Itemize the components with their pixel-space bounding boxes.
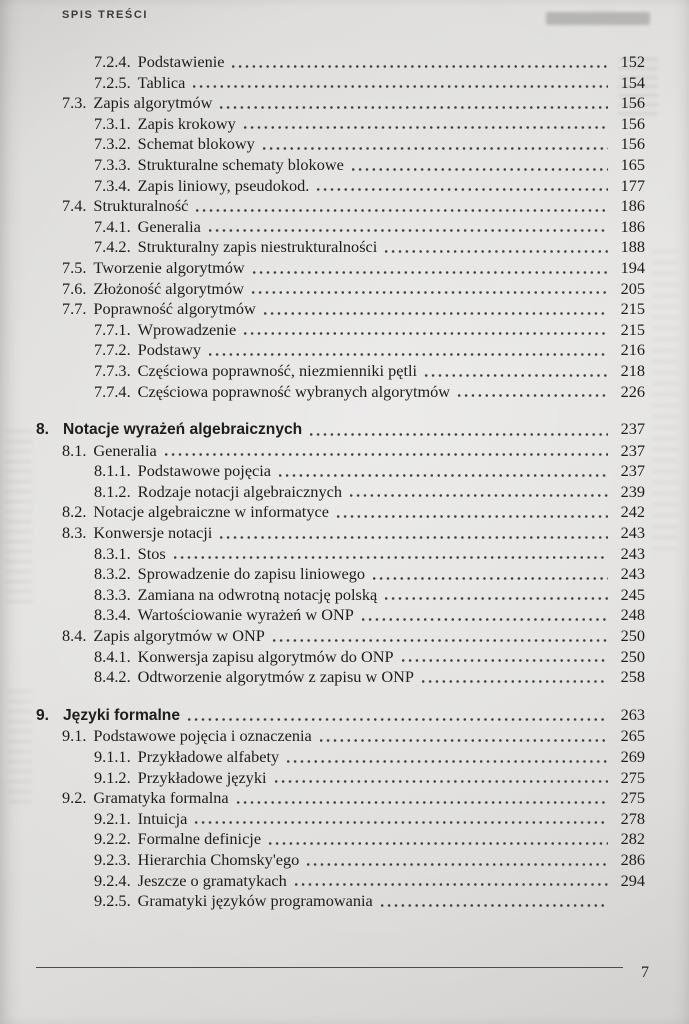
- toc-entry: [36, 176, 645, 197]
- toc-entry: [36, 320, 645, 341]
- dot-leader: [194, 819, 608, 826]
- entry-page: 186: [620, 216, 645, 236]
- entry-page: 215: [620, 299, 645, 319]
- entry-page: 156: [620, 113, 645, 133]
- entry-title: Strukturalny zapis niestrukturalności: [137, 237, 378, 257]
- entry-page: 243: [620, 523, 645, 543]
- entry-title: Konwersje notacji: [93, 523, 213, 543]
- toc-entry: [36, 340, 645, 361]
- entry-title: Zapis liniowy, pseudokod.: [137, 175, 310, 195]
- toc-entry: [36, 667, 645, 688]
- ink-bleedthrough-artifact: [6, 430, 32, 610]
- entry-title: Strukturalne schematy blokowe: [137, 154, 344, 174]
- entry-number: 8.2.: [62, 502, 87, 522]
- entry-title: Odtworzenie algorytmów z zapisu w ONP: [137, 667, 414, 687]
- toc-entry: [36, 891, 645, 912]
- entry-page: 165: [620, 154, 645, 174]
- toc-entry: [36, 419, 645, 441]
- toc-entry: [36, 114, 645, 135]
- entry-number: 9.2.4.: [94, 870, 131, 890]
- entry-title: Formalne definicje: [137, 829, 262, 849]
- dot-leader: [272, 637, 608, 644]
- dot-leader: [208, 227, 608, 234]
- ink-bleedthrough-artifact: [8, 690, 32, 810]
- entry-title: Podstawowe pojęcia: [137, 461, 272, 481]
- entry-title: Częściowa poprawność wybranych algorytmów: [137, 381, 451, 401]
- dot-leader: [243, 124, 608, 131]
- entry-number: 7.4.1.: [94, 216, 131, 236]
- entry-number: 7.5.: [62, 257, 87, 277]
- toc-entry: [36, 237, 645, 258]
- toc-entry: [36, 73, 645, 94]
- entry-number: 7.3.1.: [94, 113, 131, 133]
- toc-entry: [36, 441, 645, 462]
- toc-entry: [36, 829, 645, 850]
- toc-entry: [36, 155, 645, 176]
- toc-entry: [36, 502, 645, 523]
- entry-number: 8.3.1.: [94, 543, 131, 563]
- dot-leader: [262, 145, 608, 152]
- entry-title: Przykładowe alfabety: [137, 747, 280, 766]
- toc-entry: [36, 768, 645, 789]
- toc-entry: [36, 564, 645, 585]
- dot-leader: [252, 269, 608, 276]
- entry-number: 8.4.2.: [94, 667, 131, 687]
- toc-entry: [36, 585, 645, 606]
- dot-leader: [372, 575, 608, 582]
- entry-number: 9.2.: [62, 788, 87, 808]
- entry-number: 8.3.2.: [94, 564, 131, 584]
- footer-rule: [36, 967, 623, 968]
- entry-title: Strukturalność: [93, 196, 189, 216]
- entry-page: 226: [620, 381, 645, 401]
- entry-title: Tworzenie algorytmów: [93, 257, 245, 277]
- dot-leader: [384, 595, 608, 602]
- toc-entry: [36, 482, 645, 503]
- entry-page: 188: [620, 237, 645, 257]
- dot-leader: [192, 83, 608, 90]
- entry-page: 177: [620, 175, 645, 195]
- entry-title: Sprowadzenie do zapisu liniowego: [137, 564, 366, 584]
- entry-page: 237: [620, 419, 645, 439]
- toc-entry: [36, 52, 645, 73]
- toc-entry: [36, 361, 645, 382]
- toc-entry: [36, 605, 645, 626]
- entry-page: 243: [620, 564, 645, 584]
- dot-leader: [421, 678, 608, 685]
- toc-entry: [36, 544, 645, 565]
- entry-page: 282: [620, 829, 645, 849]
- dot-leader: [349, 492, 608, 499]
- dot-leader: [336, 513, 608, 520]
- entry-number: 7.3.3.: [94, 154, 131, 174]
- entry-number: 9.2.5.: [94, 891, 131, 911]
- entry-title: Konwersja zapisu algorytmów do ONP: [137, 646, 394, 666]
- entry-page: 286: [620, 849, 645, 869]
- entry-number: 8.1.1.: [94, 461, 131, 481]
- entry-page: 245: [620, 584, 645, 604]
- entry-page: 239: [620, 481, 645, 501]
- dot-leader: [173, 554, 608, 561]
- entry-page: 278: [620, 808, 645, 828]
- entry-title: Złożoność algorytmów: [93, 278, 244, 298]
- toc-entry: [36, 196, 645, 217]
- dot-leader: [219, 104, 608, 111]
- entry-number: 7.7.4.: [94, 381, 131, 401]
- entry-title: Przykładowe języki: [137, 767, 267, 787]
- entry-number: 7.4.: [62, 196, 87, 216]
- dot-leader: [208, 351, 608, 358]
- entry-page: 216: [620, 340, 645, 360]
- dot-leader: [231, 63, 608, 70]
- toc-entry: [36, 788, 645, 809]
- toc-entry: [36, 523, 645, 544]
- entry-page: 218: [620, 360, 645, 380]
- entry-number: 8.4.: [62, 626, 87, 646]
- entry-number: 9.: [36, 706, 50, 724]
- dot-leader: [187, 716, 608, 723]
- entry-number: 9.2.1.: [94, 808, 131, 828]
- dot-leader: [219, 534, 608, 541]
- dot-leader: [195, 207, 608, 214]
- dot-leader: [294, 881, 608, 888]
- entry-title: Podstawy: [137, 340, 201, 360]
- entry-number: 7.3.4.: [94, 175, 131, 195]
- dot-leader: [278, 472, 608, 479]
- dot-leader: [457, 392, 608, 399]
- entry-page: 156: [620, 134, 645, 154]
- entry-page: 294: [620, 870, 645, 890]
- dot-leader: [401, 657, 608, 664]
- toc-entry: [36, 705, 645, 727]
- entry-number: 9.1.2.: [94, 767, 131, 787]
- toc-entry: [36, 258, 645, 279]
- toc-entry: [36, 626, 645, 647]
- entry-title: Zamiana na odwrotną notację polską: [137, 584, 378, 604]
- toc-entry: [36, 647, 645, 668]
- entry-title: Zapis algorytmów w ONP: [93, 626, 265, 646]
- page-footer: [36, 958, 649, 981]
- entry-page: 265: [620, 726, 645, 746]
- dot-leader: [164, 451, 608, 458]
- entry-page: 275: [620, 767, 645, 787]
- entry-page: 258: [620, 667, 645, 687]
- toc-entry: [36, 726, 645, 747]
- entry-number: 7.3.: [62, 93, 87, 113]
- entry-page: 250: [620, 626, 645, 646]
- toc-entry: [36, 871, 645, 892]
- toc-entry: [36, 217, 645, 238]
- toc-entry: [36, 93, 645, 114]
- entry-title: Podstawowe pojęcia i oznaczenia: [93, 726, 312, 746]
- dot-leader: [309, 431, 608, 438]
- dot-leader: [384, 248, 608, 255]
- toc-entry: [36, 299, 645, 320]
- entry-number: 8.: [36, 421, 50, 439]
- entry-title: Wprowadzenie: [137, 319, 237, 339]
- entry-title: Zapis krokowy: [137, 113, 236, 133]
- entry-title: Tablica: [137, 72, 186, 92]
- ink-bleedthrough-artifact: [652, 250, 678, 550]
- entry-number: 7.2.5.: [94, 72, 131, 92]
- entry-title: Stos: [137, 543, 166, 563]
- entry-title: Jeszcze o gramatykach: [137, 870, 287, 890]
- dot-leader: [351, 166, 608, 173]
- entry-number: 7.2.4.: [94, 52, 131, 71]
- toc-entry: [36, 461, 645, 482]
- entry-page: 194: [620, 257, 645, 277]
- entry-number: 8.1.: [62, 440, 87, 460]
- dot-leader: [380, 902, 608, 909]
- dot-leader: [286, 758, 608, 765]
- page-number: 7: [641, 964, 649, 981]
- toc-entry: [36, 747, 645, 768]
- entry-page: 237: [620, 461, 645, 481]
- entry-number: 8.3.: [62, 523, 87, 543]
- entry-page: 186: [620, 196, 645, 216]
- toc-entry: [36, 809, 645, 830]
- toc-entry: [36, 382, 645, 403]
- entry-number: 8.4.1.: [94, 646, 131, 666]
- entry-title: Wartościowanie wyrażeń w ONP: [137, 605, 354, 625]
- entry-title: Gramatyki języków programowania: [137, 891, 373, 911]
- dot-leader: [316, 186, 608, 193]
- entry-number: 7.6.: [62, 278, 87, 298]
- entry-title: Notacje wyrażeń algebraicznych: [63, 421, 303, 439]
- entry-number: 8.3.4.: [94, 605, 131, 625]
- entry-page: 248: [620, 605, 645, 625]
- dot-leader: [306, 861, 608, 868]
- entry-number: 9.2.2.: [94, 829, 131, 849]
- toc-entry: [36, 279, 645, 300]
- entry-page: 152: [620, 52, 645, 71]
- entry-number: 8.3.3.: [94, 584, 131, 604]
- entry-page: 250: [620, 646, 645, 666]
- entry-page: 243: [620, 543, 645, 563]
- toc-entry: [36, 850, 645, 871]
- dot-leader: [251, 289, 608, 296]
- entry-title: Gramatyka formalna: [93, 788, 229, 808]
- entry-page: 156: [620, 93, 645, 113]
- toc-running-header: SPIS TREŚCI: [62, 9, 149, 21]
- dot-leader: [268, 840, 608, 847]
- dot-leader: [274, 778, 609, 785]
- dot-leader: [319, 737, 608, 744]
- entry-page: 237: [620, 440, 645, 460]
- entry-number: 7.3.2.: [94, 134, 131, 154]
- entry-number: 9.1.1.: [94, 747, 131, 766]
- entry-page: 242: [620, 502, 645, 522]
- entry-number: 7.7.1.: [94, 319, 131, 339]
- dot-leader: [236, 799, 608, 806]
- entry-title: Schemat blokowy: [137, 134, 255, 154]
- entry-title: Notacje algebraiczne w informatyce: [93, 502, 329, 522]
- dot-leader: [424, 372, 608, 379]
- dot-leader: [263, 310, 608, 317]
- ink-bleedthrough-artifact: [546, 12, 650, 25]
- entry-page: 215: [620, 319, 645, 339]
- toc-entry: [36, 134, 645, 155]
- entry-page: 269: [620, 747, 645, 766]
- entry-number: 9.2.3.: [94, 849, 131, 869]
- entry-number: 7.7.: [62, 299, 87, 319]
- toc-list: [36, 52, 645, 912]
- entry-number: 9.1.: [62, 726, 87, 746]
- entry-title: Rodzaje notacji algebraicznych: [137, 481, 342, 501]
- dot-leader: [243, 330, 608, 337]
- entry-number: 8.1.2.: [94, 481, 131, 501]
- entry-title: Intuicja: [137, 808, 188, 828]
- entry-number: 7.7.2.: [94, 340, 131, 360]
- entry-page: 154: [620, 72, 645, 92]
- dot-leader: [361, 616, 608, 623]
- entry-page: 263: [620, 704, 645, 724]
- entry-page: 205: [620, 278, 645, 298]
- entry-title: Generalia: [93, 440, 157, 460]
- entry-number: 7.7.3.: [94, 360, 131, 380]
- entry-number: 7.4.2.: [94, 237, 131, 257]
- entry-page: 275: [620, 788, 645, 808]
- entry-title: Częściowa poprawność, niezmienniki pętli: [137, 360, 418, 380]
- entry-title: Generalia: [137, 216, 201, 236]
- entry-title: Zapis algorytmów: [93, 93, 213, 113]
- entry-title: Poprawność algorytmów: [93, 299, 256, 319]
- entry-title: Podstawienie: [137, 52, 225, 71]
- entry-title: Języki formalne: [63, 706, 181, 724]
- entry-title: Hierarchia Chomsky'ego: [137, 849, 300, 869]
